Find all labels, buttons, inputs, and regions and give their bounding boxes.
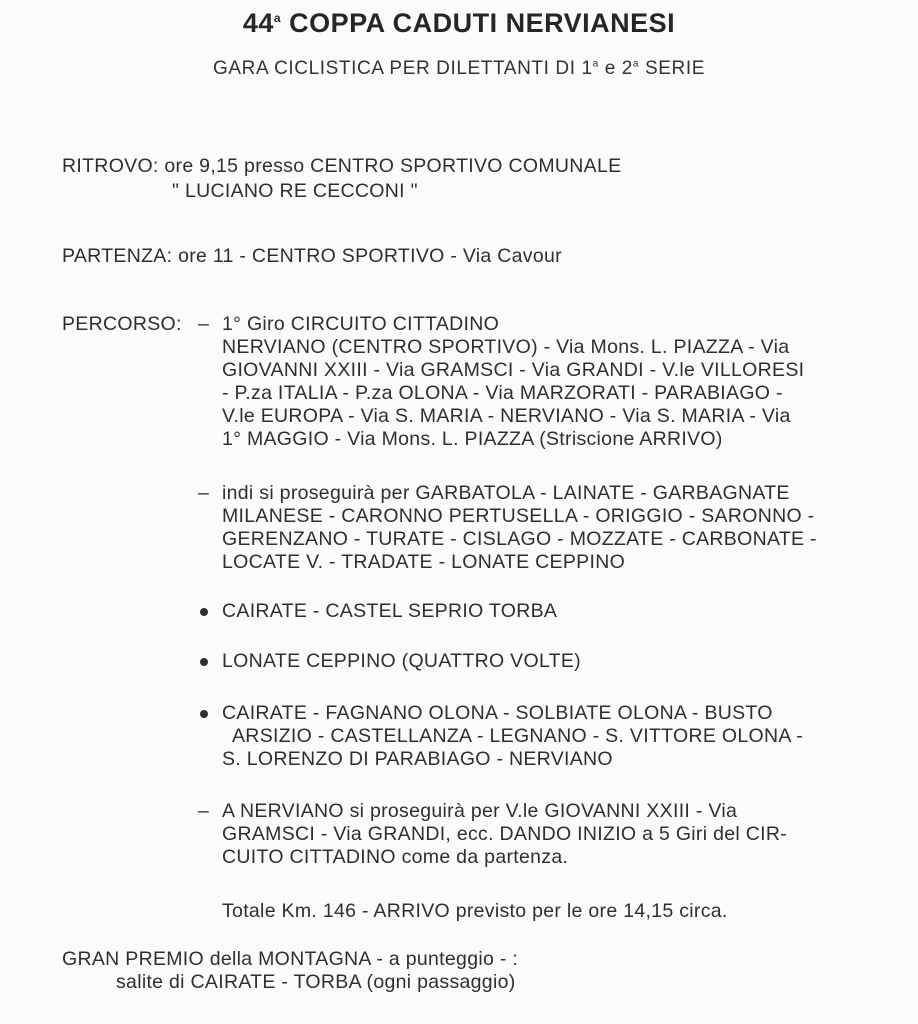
ritrovo-line-1 bbox=[62, 155, 621, 178]
percorso-label: PERCORSO: bbox=[62, 313, 182, 335]
percorso-block1-line-6: 1° MAGGIO - Via Mons. L. PIAZZA (Striscione ARRIVO) bbox=[222, 428, 723, 450]
partenza-label: PARTENZA: bbox=[62, 245, 173, 267]
ritrovo-line-2: " LUCIANO RE CECCONI " bbox=[172, 180, 418, 202]
percorso-dash-2: – bbox=[198, 482, 210, 504]
percorso-block1-line-4: - P.za ITALIA - P.za OLONA - Via MARZORATI - PARABIAGO - bbox=[222, 382, 783, 404]
percorso-dash-3: – bbox=[198, 800, 210, 822]
bullet-3-line-2: ARSIZIO - CASTELLANZA - LEGNANO - S. VITTORE OLONA - bbox=[232, 725, 804, 747]
page-title bbox=[0, 8, 918, 39]
title-text: COPPA CADUTI NERVIANESI bbox=[289, 8, 676, 38]
percorso-block1-line-3: GIOVANNI XXIII - Via GRAMSCI - Via GRANDI - V.le VILLORESI bbox=[222, 359, 805, 381]
bullet-1-text: CAIRATE - CASTEL SEPRIO TORBA bbox=[222, 600, 558, 622]
bullet-2-dot bbox=[200, 658, 208, 666]
percorso-block2-line-2: MILANESE - CARONNO PERTUSELLA - ORIGGIO - SARONNO - bbox=[222, 505, 815, 527]
page-subtitle bbox=[0, 58, 918, 80]
percorso-block2-line-4: LOCATE V. - TRADATE - LONATE CEPPINO bbox=[222, 551, 626, 573]
percorso-block2-line-3: GERENZANO - TURATE - CISLAGO - MOZZATE - CARBONATE - bbox=[222, 528, 817, 550]
title-number: 44 bbox=[242, 8, 274, 38]
partenza-text: ore 11 - CENTRO SPORTIVO - Via Cavour bbox=[178, 245, 562, 267]
partenza-line bbox=[62, 245, 562, 268]
gpm-line-2: salite di CAIRATE - TORBA (ogni passaggio) bbox=[116, 971, 516, 993]
totale-line: Totale Km. 146 - ARRIVO previsto per le ore 14,15 circa. bbox=[222, 900, 728, 922]
bullet-1-dot bbox=[200, 608, 208, 616]
subtitle-part-b: e 2 bbox=[604, 58, 633, 79]
percorso-block2-line-1: indi si proseguirà per GARBATOLA - LAINATE - GARBAGNATE bbox=[222, 482, 790, 504]
bullet-3-line-3: S. LORENZO DI PARABIAGO - NERVIANO bbox=[222, 748, 613, 770]
percorso-block3-line-2: GRAMSCI - Via GRANDI, ecc. DANDO INIZIO a 5 Giri del CIR- bbox=[222, 823, 787, 845]
bullet-3-dot bbox=[200, 710, 208, 718]
gpm-line-1: GRAN PREMIO della MONTAGNA - a punteggio - : bbox=[62, 948, 519, 970]
percorso-block1-line-5: V.le EUROPA - Via S. MARIA - NERVIANO - Via S. MARIA - Via bbox=[222, 405, 791, 427]
subtitle-part-a: GARA CICLISTICA PER DILETTANTI DI 1 bbox=[213, 58, 593, 79]
title-superscript: a bbox=[273, 11, 282, 25]
percorso-block1-line-2: NERVIANO (CENTRO SPORTIVO) - Via Mons. L. PIAZZA - Via bbox=[222, 336, 790, 358]
bullet-2-text: LONATE CEPPINO (QUATTRO VOLTE) bbox=[222, 650, 581, 672]
percorso-block3-line-1: A NERVIANO si proseguirà per V.le GIOVANNI XXIII - Via bbox=[222, 800, 738, 822]
ritrovo-label: RITROVO: bbox=[62, 155, 159, 177]
percorso-block1-line-1: 1° Giro CIRCUITO CITTADINO bbox=[222, 313, 500, 335]
percorso-block3-line-3: CUITO CITTADINO come da partenza. bbox=[222, 846, 569, 868]
bullet-3-line-1: CAIRATE - FAGNANO OLONA - SOLBIATE OLONA - BUSTO bbox=[222, 702, 773, 724]
ritrovo-text: ore 9,15 presso CENTRO SPORTIVO COMUNALE bbox=[164, 155, 622, 177]
subtitle-sup-1: a bbox=[592, 58, 599, 70]
subtitle-part-c: SERIE bbox=[644, 58, 705, 79]
subtitle-sup-2: a bbox=[632, 58, 640, 70]
percorso-dash-1: – bbox=[198, 313, 210, 335]
